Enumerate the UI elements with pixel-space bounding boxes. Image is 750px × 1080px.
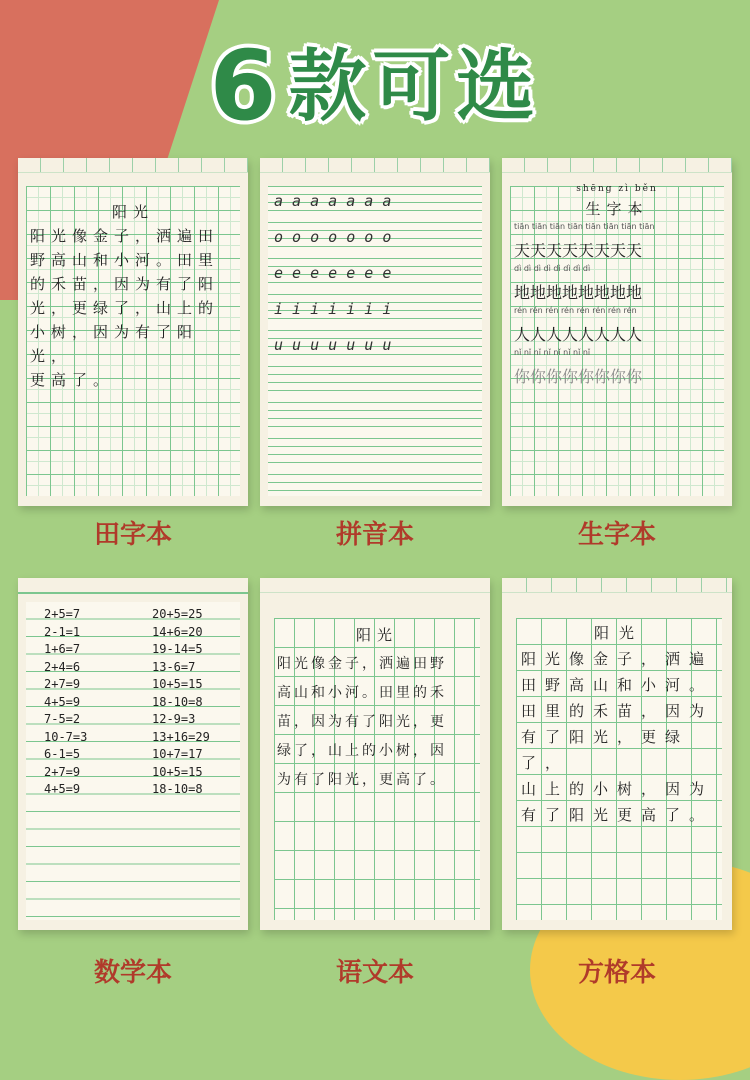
card-math[interactable] xyxy=(18,578,248,930)
label-math: 数学本 xyxy=(93,958,172,988)
equation-row: 6-1=5 10+7=17 xyxy=(44,747,203,761)
label-yuwen: 语文本 xyxy=(335,958,414,988)
equation-row: 2+7=9 10+5=15 xyxy=(44,677,203,691)
equation-row: 2+7=9 10+5=15 xyxy=(44,764,203,779)
headline-text: 款可选 xyxy=(288,42,541,132)
pinyin-row: o o o o o o o xyxy=(274,228,392,246)
equation-row: 10-7=3 13+16=29 xyxy=(44,729,210,744)
headline-number: 6 xyxy=(209,30,283,142)
essay-line: 野高山和小河。田里 xyxy=(30,251,220,269)
headline xyxy=(0,24,750,142)
char-pinyin: nǐ nǐ nǐ nǐ nǐ nǐ nǐ nǐ xyxy=(514,348,591,357)
label-tianzi: 田字本 xyxy=(93,520,172,550)
label-fangge: 方格本 xyxy=(577,958,656,988)
essay-line: 绿了，山上的小树，因 xyxy=(277,743,447,759)
card-tianzi[interactable] xyxy=(18,158,248,506)
char-pinyin: tiān tiān tiān tiān tiān tiān tiān tiān xyxy=(514,222,655,231)
char-pinyin: rén rén rén rén rén rén rén rén xyxy=(514,306,637,315)
essay-line: 苗，因为有了阳光，更 xyxy=(277,714,447,730)
card-shengzi[interactable] xyxy=(502,158,732,506)
pinyin-row: i i i i i i i xyxy=(274,300,392,318)
essay-line: 有了阳光，更绿了， xyxy=(521,728,690,772)
essay-title: 阳光 xyxy=(111,203,154,221)
essay-line: 阳光像金子，洒遍田野 xyxy=(277,656,447,672)
char-pinyin: dì dì dì dì dì dì dì dì xyxy=(514,264,591,273)
equation-row: 2+4=6 13-6=7 xyxy=(44,659,196,674)
essay-title: 阳光 xyxy=(593,624,644,642)
essay-line: 田里的禾苗，因为 xyxy=(521,702,714,720)
essay-body xyxy=(521,646,718,828)
essay-body xyxy=(30,224,236,392)
char-row: 你你你你你你你你 xyxy=(514,367,643,386)
title-pinyin: shēng zì běn xyxy=(576,184,658,194)
essay-line: 阳光像金子，洒遍田 xyxy=(30,227,220,245)
essay-line: 田野高山和小河。 xyxy=(521,676,714,694)
pinyin-row: a a a a a a a xyxy=(274,192,392,210)
math-equations xyxy=(44,606,232,799)
equation-row: 2-1=1 14+6=20 xyxy=(44,624,203,639)
essay-line: 光，更绿了，山上的 xyxy=(30,299,220,317)
essay-line: 高山和小河。田里的禾 xyxy=(277,685,447,701)
char-row: 天天天天天天天天 xyxy=(514,241,643,260)
pinyin-row: u u u u u u u xyxy=(274,336,392,354)
card-pinyin[interactable] xyxy=(260,158,490,506)
char-row: 人人人人人人人人 xyxy=(514,325,643,344)
essay-line: 有了阳光更高了。 xyxy=(521,806,714,824)
essay-line: 小树，因为有了阳光， xyxy=(30,323,199,365)
equation-row: 4+5=9 18-10=8 xyxy=(44,694,203,709)
card-yuwen[interactable] xyxy=(260,578,490,930)
label-shengzi: 生字本 xyxy=(577,520,656,550)
equation-row: 4+5=9 18-10=8 xyxy=(44,782,203,796)
essay-line: 的禾苗，因为有了阳 xyxy=(30,275,220,293)
card-fangge[interactable] xyxy=(502,578,732,930)
equation-row: 7-5=2 12-9=3 xyxy=(44,712,196,726)
char-row: 地地地地地地地地 xyxy=(514,283,643,302)
sheet-title: 生字本 xyxy=(585,200,649,218)
label-pinyin: 拼音本 xyxy=(335,520,414,550)
essay-line: 更高了。 xyxy=(30,371,115,389)
equation-row: 1+6=7 19-14=5 xyxy=(44,642,203,656)
essay-title: 阳光 xyxy=(355,626,398,644)
essay-line: 山上的小树，因为 xyxy=(521,780,714,798)
essay-body xyxy=(277,650,476,795)
essay-line: 为有了阳光，更高了。 xyxy=(277,772,447,788)
essay-line: 阳光像金子，洒遍 xyxy=(521,650,714,668)
equation-row: 2+5=7 20+5=25 xyxy=(44,607,203,621)
pinyin-row: e e e e e e e xyxy=(274,264,392,282)
